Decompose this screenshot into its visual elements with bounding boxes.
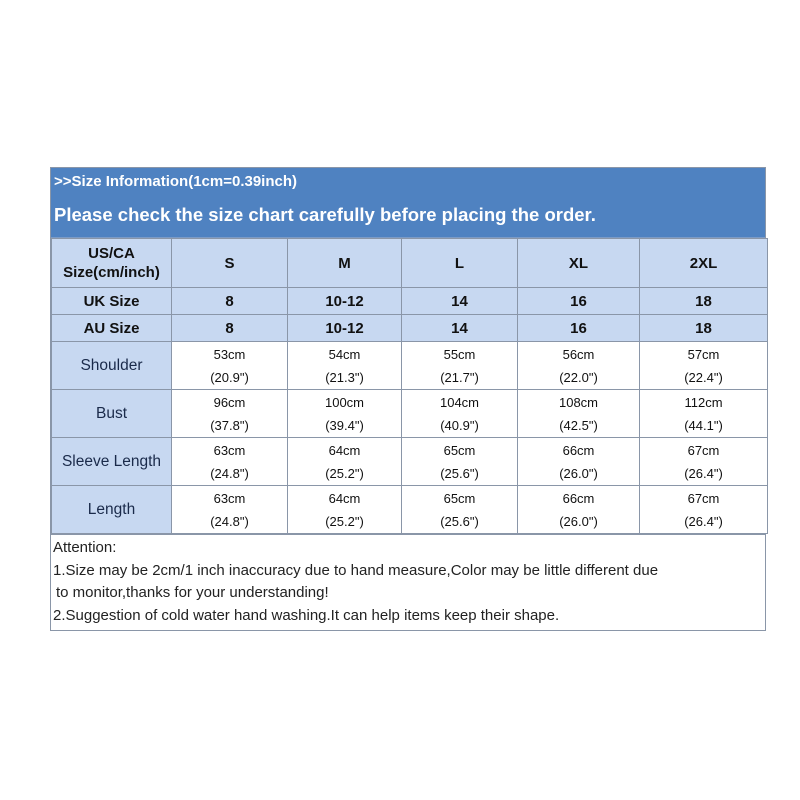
cm-value: 63cm — [213, 442, 246, 458]
cm-value: 104cm — [439, 394, 480, 410]
us-ca-label-line2: Size(cm/inch) — [63, 264, 160, 281]
size-cell: 18 — [640, 288, 768, 315]
cm-value: 64cm — [328, 490, 361, 506]
sleeve-length-label: Sleeve Length — [52, 438, 172, 486]
measure-cell — [518, 342, 640, 390]
size-cell: 10-12 — [288, 288, 402, 315]
measure-cell — [172, 342, 288, 390]
inch-value: (26.0") — [559, 513, 598, 529]
length-row — [52, 486, 768, 534]
measure-cell — [640, 342, 768, 390]
inch-value: (25.6") — [440, 465, 479, 481]
note-line-1-continued: to monitor,thanks for your understanding! — [56, 584, 329, 601]
size-cell: L — [402, 239, 518, 288]
uk-size-label: UK Size — [52, 288, 172, 315]
au-size-label: AU Size — [52, 315, 172, 342]
cm-value: 63cm — [213, 490, 246, 506]
measure-cell — [402, 486, 518, 534]
cm-value: 55cm — [443, 346, 476, 362]
measure-cell — [640, 390, 768, 438]
cm-value: 57cm — [687, 346, 720, 362]
measure-cell — [172, 390, 288, 438]
inch-value: (44.1") — [684, 417, 723, 433]
cm-value: 65cm — [443, 442, 476, 458]
measure-cell — [640, 486, 768, 534]
inch-value: (24.8") — [210, 513, 249, 529]
inch-value: (22.4") — [684, 369, 723, 385]
cm-value: 64cm — [328, 442, 361, 458]
attention-heading: Attention: — [53, 539, 117, 556]
measure-cell — [402, 342, 518, 390]
size-cell: 10-12 — [288, 315, 402, 342]
cm-value: 65cm — [443, 490, 476, 506]
shoulder-label: Shoulder — [52, 342, 172, 390]
cm-value: 53cm — [213, 346, 246, 362]
cm-value: 96cm — [213, 394, 246, 410]
cm-value: 112cm — [684, 394, 723, 410]
size-cell: 16 — [518, 315, 640, 342]
measure-cell — [172, 486, 288, 534]
bust-row — [52, 390, 768, 438]
inch-value: (39.4") — [325, 417, 364, 433]
measure-cell — [288, 390, 402, 438]
cm-value: 100cm — [324, 394, 365, 410]
inch-value: (26.0") — [559, 465, 598, 481]
inch-value: (40.9") — [440, 417, 479, 433]
inch-value: (22.0") — [559, 369, 598, 385]
cm-value: 56cm — [562, 346, 595, 362]
inch-value: (25.2") — [325, 513, 364, 529]
au-size-row — [52, 315, 768, 342]
measure-cell — [518, 486, 640, 534]
note-line-2: 2.Suggestion of cold water hand washing.It can help items keep their shape. — [53, 606, 560, 624]
uk-size-row — [52, 288, 768, 315]
sleeve-length-row — [52, 438, 768, 486]
measure-cell — [402, 438, 518, 486]
size-info-title: >>Size Information(1cm=0.39inch) — [54, 173, 297, 190]
size-info-banner — [51, 168, 765, 238]
us-ca-size-label — [52, 239, 172, 288]
inch-value: (20.9") — [210, 369, 249, 385]
inch-value: (26.4") — [684, 513, 723, 529]
measure-cell — [288, 486, 402, 534]
size-cell: 2XL — [640, 239, 768, 288]
inch-value: (42.5") — [559, 417, 598, 433]
measure-cell — [518, 390, 640, 438]
inch-value: (21.7") — [440, 369, 479, 385]
length-label: Length — [52, 486, 172, 534]
inch-value: (21.3") — [325, 369, 364, 385]
inch-value: (25.2") — [325, 465, 364, 481]
cm-value: 66cm — [562, 442, 595, 458]
size-cell: XL — [518, 239, 640, 288]
inch-value: (37.8") — [210, 417, 249, 433]
size-cell: 18 — [640, 315, 768, 342]
measure-cell — [172, 438, 288, 486]
measure-cell — [640, 438, 768, 486]
measure-cell — [518, 438, 640, 486]
size-info-subtitle: Please check the size chart carefully before placing the order. — [54, 204, 596, 225]
cm-value: 54cm — [328, 346, 361, 362]
us-ca-label-line1: US/CA — [88, 245, 135, 262]
size-cell: 14 — [402, 315, 518, 342]
size-cell: S — [172, 239, 288, 288]
size-cell: 16 — [518, 288, 640, 315]
cm-value: 66cm — [562, 490, 595, 506]
shoulder-row — [52, 342, 768, 390]
bust-label: Bust — [52, 390, 172, 438]
size-cell: M — [288, 239, 402, 288]
cm-value: 67cm — [687, 490, 720, 506]
size-chart — [50, 167, 766, 631]
size-cell: 8 — [172, 288, 288, 315]
cm-value: 108cm — [558, 394, 599, 410]
measure-cell — [402, 390, 518, 438]
us-ca-size-row — [52, 239, 768, 288]
attention-notes — [51, 534, 765, 630]
cm-value: 67cm — [687, 442, 720, 458]
inch-value: (26.4") — [684, 465, 723, 481]
measure-cell — [288, 438, 402, 486]
note-line-1: 1.Size may be 2cm/1 inch inaccuracy due to hand measure,Color may be little different due — [53, 561, 659, 579]
size-cell: 14 — [402, 288, 518, 315]
size-cell: 8 — [172, 315, 288, 342]
measure-cell — [288, 342, 402, 390]
inch-value: (25.6") — [440, 513, 479, 529]
size-table — [51, 238, 768, 534]
inch-value: (24.8") — [210, 465, 249, 481]
